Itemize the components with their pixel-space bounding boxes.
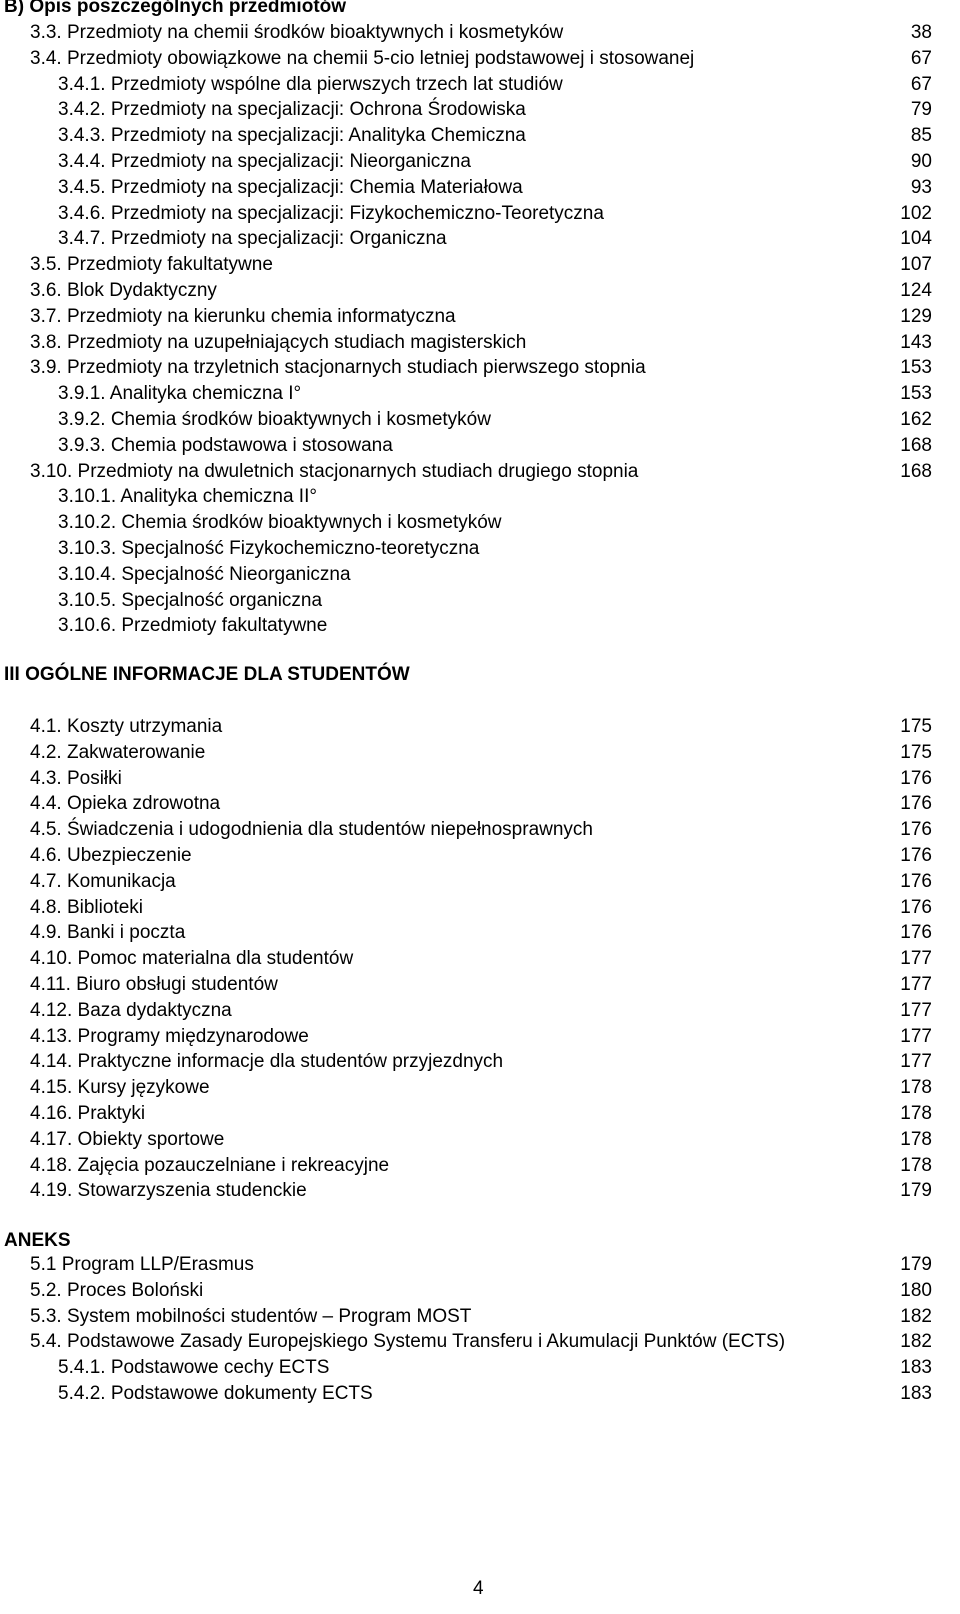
toc-entry-page: 179: [900, 1180, 932, 1202]
toc-entry-title: 4.9. Banki i poczta: [30, 922, 186, 944]
toc-entry-title: 5.4. Podstawowe Zasady Europejskiego Systemu Transferu i Akumulacji Punktów (ECTS): [30, 1331, 786, 1353]
toc-entry-title: 3.8. Przedmioty na uzupełniających studiach magisterskich: [30, 331, 527, 353]
toc-entry-page: 179: [900, 1254, 932, 1275]
toc-entry-page: 153: [900, 383, 932, 405]
toc-entry-page: 176: [900, 793, 932, 815]
toc-entry-title: 3.4.7. Przedmioty na specjalizacji: Organiczna: [58, 228, 447, 250]
toc-entry-page: 162: [900, 409, 932, 430]
toc-entry-title: 5.3. System mobilności studentów – Program MOST: [30, 1305, 472, 1327]
section-b-heading: B) Opis poszczególnych przedmiotów: [4, 0, 347, 17]
toc-entry-title: 3.10.1. Analityka chemiczna II°: [58, 486, 317, 508]
toc-entry-page: 67: [910, 73, 932, 95]
toc-entry-title: 4.8. Biblioteki: [30, 896, 144, 918]
toc-entry-title: 3.10. Przedmioty na dwuletnich stacjonarnych studiach drugiego stopnia: [30, 460, 639, 482]
toc-entry-title: 5.1 Program LLP/Erasmus: [30, 1254, 254, 1275]
toc-entry-page: 176: [900, 767, 932, 789]
toc-entry-page: 90: [910, 151, 932, 172]
toc-entry-title: 3.10.6. Przedmioty fakultatywne: [58, 615, 328, 637]
toc-entry-title: 4.12. Baza dydaktyczna: [30, 999, 232, 1021]
toc-entry-page: 93: [910, 176, 932, 198]
toc-entry-title: 3.9.3. Chemia podstawowa i stosowana: [58, 434, 393, 456]
toc-entry-page: 104: [900, 228, 932, 250]
toc-entry-title: 3.5. Przedmioty fakultatywne: [30, 254, 273, 276]
toc-entry-page: 178: [900, 1077, 932, 1099]
page-number: 4: [473, 1578, 484, 1599]
toc-entry-title: 4.13. Programy międzynarodowe: [30, 1025, 309, 1047]
toc-entry-title: 3.4.4. Przedmioty na specjalizacji: Nieorganiczna: [58, 151, 471, 172]
toc-entry-title: 3.9.1. Analityka chemiczna I°: [58, 383, 302, 405]
toc-entry-title: 3.3. Przedmioty na chemii środków bioaktywnych i kosmetyków: [30, 22, 564, 43]
toc-entry-page: 168: [900, 460, 932, 482]
toc-entry-page: 67: [910, 47, 932, 69]
toc-entry-page: 79: [910, 99, 932, 121]
toc-entry-page: 178: [900, 1154, 932, 1176]
toc-entry-page: 183: [900, 1383, 932, 1404]
toc-entry-title: 4.3. Posiłki: [30, 767, 122, 789]
toc-entry-title: 4.18. Zajęcia pozauczelniane i rekreacyjne: [30, 1154, 390, 1176]
toc-entry-page: 176: [900, 922, 932, 944]
toc-entry-title: 3.10.2. Chemia środków bioaktywnych i kosmetyków: [58, 512, 502, 534]
toc-entry-title: 4.5. Świadczenia i udogodnienia dla studentów niepełnosprawnych: [30, 819, 593, 841]
toc-entry-page: 177: [900, 1051, 932, 1073]
toc-entry-title: 4.1. Koszty utrzymania: [30, 716, 223, 737]
toc-entry-page: 107: [900, 254, 932, 276]
toc-entry-title: 3.7. Przedmioty na kierunku chemia informatyczna: [30, 305, 456, 327]
toc-entry-page: 176: [900, 819, 932, 841]
toc-entry-title: 4.17. Obiekty sportowe: [30, 1128, 225, 1150]
toc-entry-page: 177: [900, 974, 932, 995]
toc-entry-page: 177: [900, 999, 932, 1021]
toc-entry-title: 3.10.4. Specjalność Nieorganiczna: [58, 563, 351, 585]
toc-entry-page: 176: [900, 845, 932, 866]
toc-entry-page: 175: [900, 741, 932, 763]
toc-entry-page: 176: [900, 896, 932, 918]
section-aneks-heading: ANEKS: [4, 1230, 71, 1251]
toc-entry-title: 5.4.2. Podstawowe dokumenty ECTS: [58, 1383, 373, 1404]
toc-entry-title: 4.14. Praktyczne informacje dla studentów przyjezdnych: [30, 1051, 504, 1073]
toc-entry-title: 3.9. Przedmioty na trzyletnich stacjonarnych studiach pierwszego stopnia: [30, 357, 646, 379]
toc-entry-title: 4.2. Zakwaterowanie: [30, 741, 206, 763]
toc-entry-page: 175: [900, 716, 932, 737]
toc-entry-page: 153: [900, 357, 932, 379]
toc-entry-page: 177: [900, 1025, 932, 1047]
toc-entry-title: 4.15. Kursy językowe: [30, 1077, 210, 1099]
toc-entry-title: 4.16. Praktyki: [30, 1103, 146, 1124]
toc-entry-title: 3.10.5. Specjalność organiczna: [58, 589, 323, 611]
toc-entry-page: 143: [900, 331, 932, 353]
toc-entry-page: 38: [910, 22, 932, 43]
toc-entry-title: 3.4.5. Przedmioty na specjalizacji: Chemia Materiałowa: [58, 176, 523, 198]
toc-entry-title: 3.4.1. Przedmioty wspólne dla pierwszych trzech lat studiów: [58, 73, 563, 95]
toc-entry-page: 177: [900, 948, 932, 970]
toc-entry-title: 3.10.3. Specjalność Fizykochemiczno-teoretyczna: [58, 538, 480, 559]
toc-entry-page: 178: [900, 1128, 932, 1150]
toc-entry-title: 3.6. Blok Dydaktyczny: [30, 280, 217, 301]
toc-entry-title: 4.10. Pomoc materialna dla studentów: [30, 948, 354, 970]
toc-entry-page: 168: [900, 434, 932, 456]
toc-entry-title: 4.7. Komunikacja: [30, 870, 176, 892]
section-iii-heading: III OGÓLNE INFORMACJE DLA STUDENTÓW: [4, 664, 410, 685]
toc-entry-title: 5.2. Proces Boloński: [30, 1279, 204, 1301]
toc-entry-title: 3.4.3. Przedmioty na specjalizacji: Analityka Chemiczna: [58, 125, 526, 147]
toc-entry-title: 4.19. Stowarzyszenia studenckie: [30, 1180, 307, 1202]
toc-entry-title: 3.4. Przedmioty obowiązkowe na chemii 5-cio letniej podstawowej i stosowanej: [30, 47, 695, 69]
toc-entry-page: 124: [900, 280, 932, 301]
toc-entry-title: 3.4.2. Przedmioty na specjalizacji: Ochrona Środowiska: [58, 99, 526, 121]
toc-entry-title: 4.6. Ubezpieczenie: [30, 845, 192, 866]
toc-entry-title: 3.4.6. Przedmioty na specjalizacji: Fizykochemiczno-Teoretyczna: [58, 202, 604, 224]
toc-entry-page: 182: [900, 1331, 932, 1353]
toc-entry-page: 180: [900, 1279, 932, 1301]
toc-entry-title: 4.11. Biuro obsługi studentów: [30, 974, 278, 995]
toc-entry-page: 183: [900, 1357, 932, 1379]
toc-entry-title: 5.4.1. Podstawowe cechy ECTS: [58, 1357, 330, 1379]
toc-entry-page: 102: [900, 202, 932, 224]
toc-entry-page: 85: [910, 125, 932, 147]
toc-entry-page: 129: [900, 305, 932, 327]
toc-entry-page: 182: [900, 1305, 932, 1327]
toc-entry-title: 3.9.2. Chemia środków bioaktywnych i kosmetyków: [58, 409, 491, 430]
toc-entry-page: 176: [900, 870, 932, 892]
toc-entry-page: 178: [900, 1103, 932, 1124]
toc-entry-title: 4.4. Opieka zdrowotna: [30, 793, 221, 815]
